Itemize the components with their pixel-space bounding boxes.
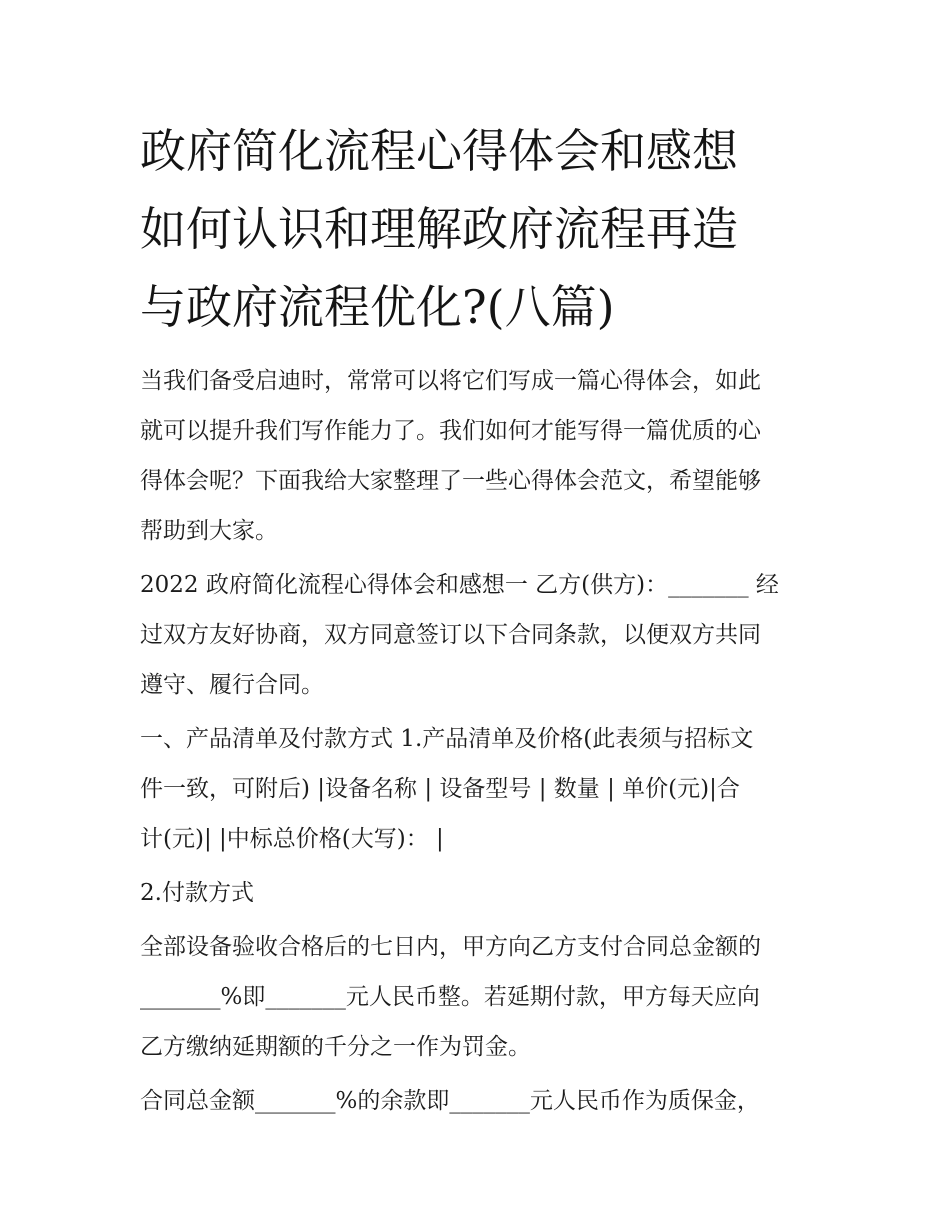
text-line: 2.付款方式 — [140, 880, 254, 906]
text-line: 计(元)| |中标总价格(大写)： | — [140, 826, 444, 852]
title-line: 与政府流程优化?(八篇) — [140, 280, 615, 334]
text-line: 一、产品清单及付款方式 1.产品清单及价格(此表须与招标文 — [140, 726, 754, 752]
title-line: 如何认识和理解政府流程再造 — [140, 202, 738, 256]
text-line: 合同总金额_______%的余款即_______元人民币作为质保金， — [140, 1088, 760, 1114]
contract-intro-paragraph — [140, 560, 820, 710]
text-line: 件一致，可附后) |设备名称 | 设备型号 | 数量 | 单价(元)|合 — [140, 776, 740, 802]
document-title — [140, 112, 820, 346]
text-line: 当我们备受启迪时，常常可以将它们写成一篇心得体会，如此 — [140, 368, 761, 394]
intro-paragraph — [140, 356, 820, 556]
payment-terms-paragraph — [140, 922, 820, 1072]
payment-heading — [140, 868, 820, 918]
text-line: 乙方缴纳延期额的千分之一作为罚金。 — [140, 1034, 531, 1060]
warranty-paragraph — [140, 1076, 820, 1126]
document-body — [140, 356, 820, 1130]
text-line: 2022 政府简化流程心得体会和感想一 乙方(供方)：_______ 经 — [140, 572, 779, 598]
text-line: 过双方友好协商，双方同意签订以下合同条款，以便双方共同 — [140, 622, 761, 648]
text-line: 遵守、履行合同。 — [140, 672, 324, 698]
text-line: 得体会呢？下面我给大家整理了一些心得体会范文，希望能够 — [140, 468, 761, 494]
product-list-paragraph — [140, 714, 820, 864]
text-line: 就可以提升我们写作能力了。我们如何才能写得一篇优质的心 — [140, 418, 761, 444]
text-line: _______%即_______元人民币整。若延期付款，甲方每天应向 — [140, 984, 760, 1010]
text-line: 全部设备验收合格后的七日内，甲方向乙方支付合同总金额的 — [140, 934, 761, 960]
title-line: 政府简化流程心得体会和感想 — [140, 124, 738, 178]
text-line: 帮助到大家。 — [140, 518, 278, 544]
